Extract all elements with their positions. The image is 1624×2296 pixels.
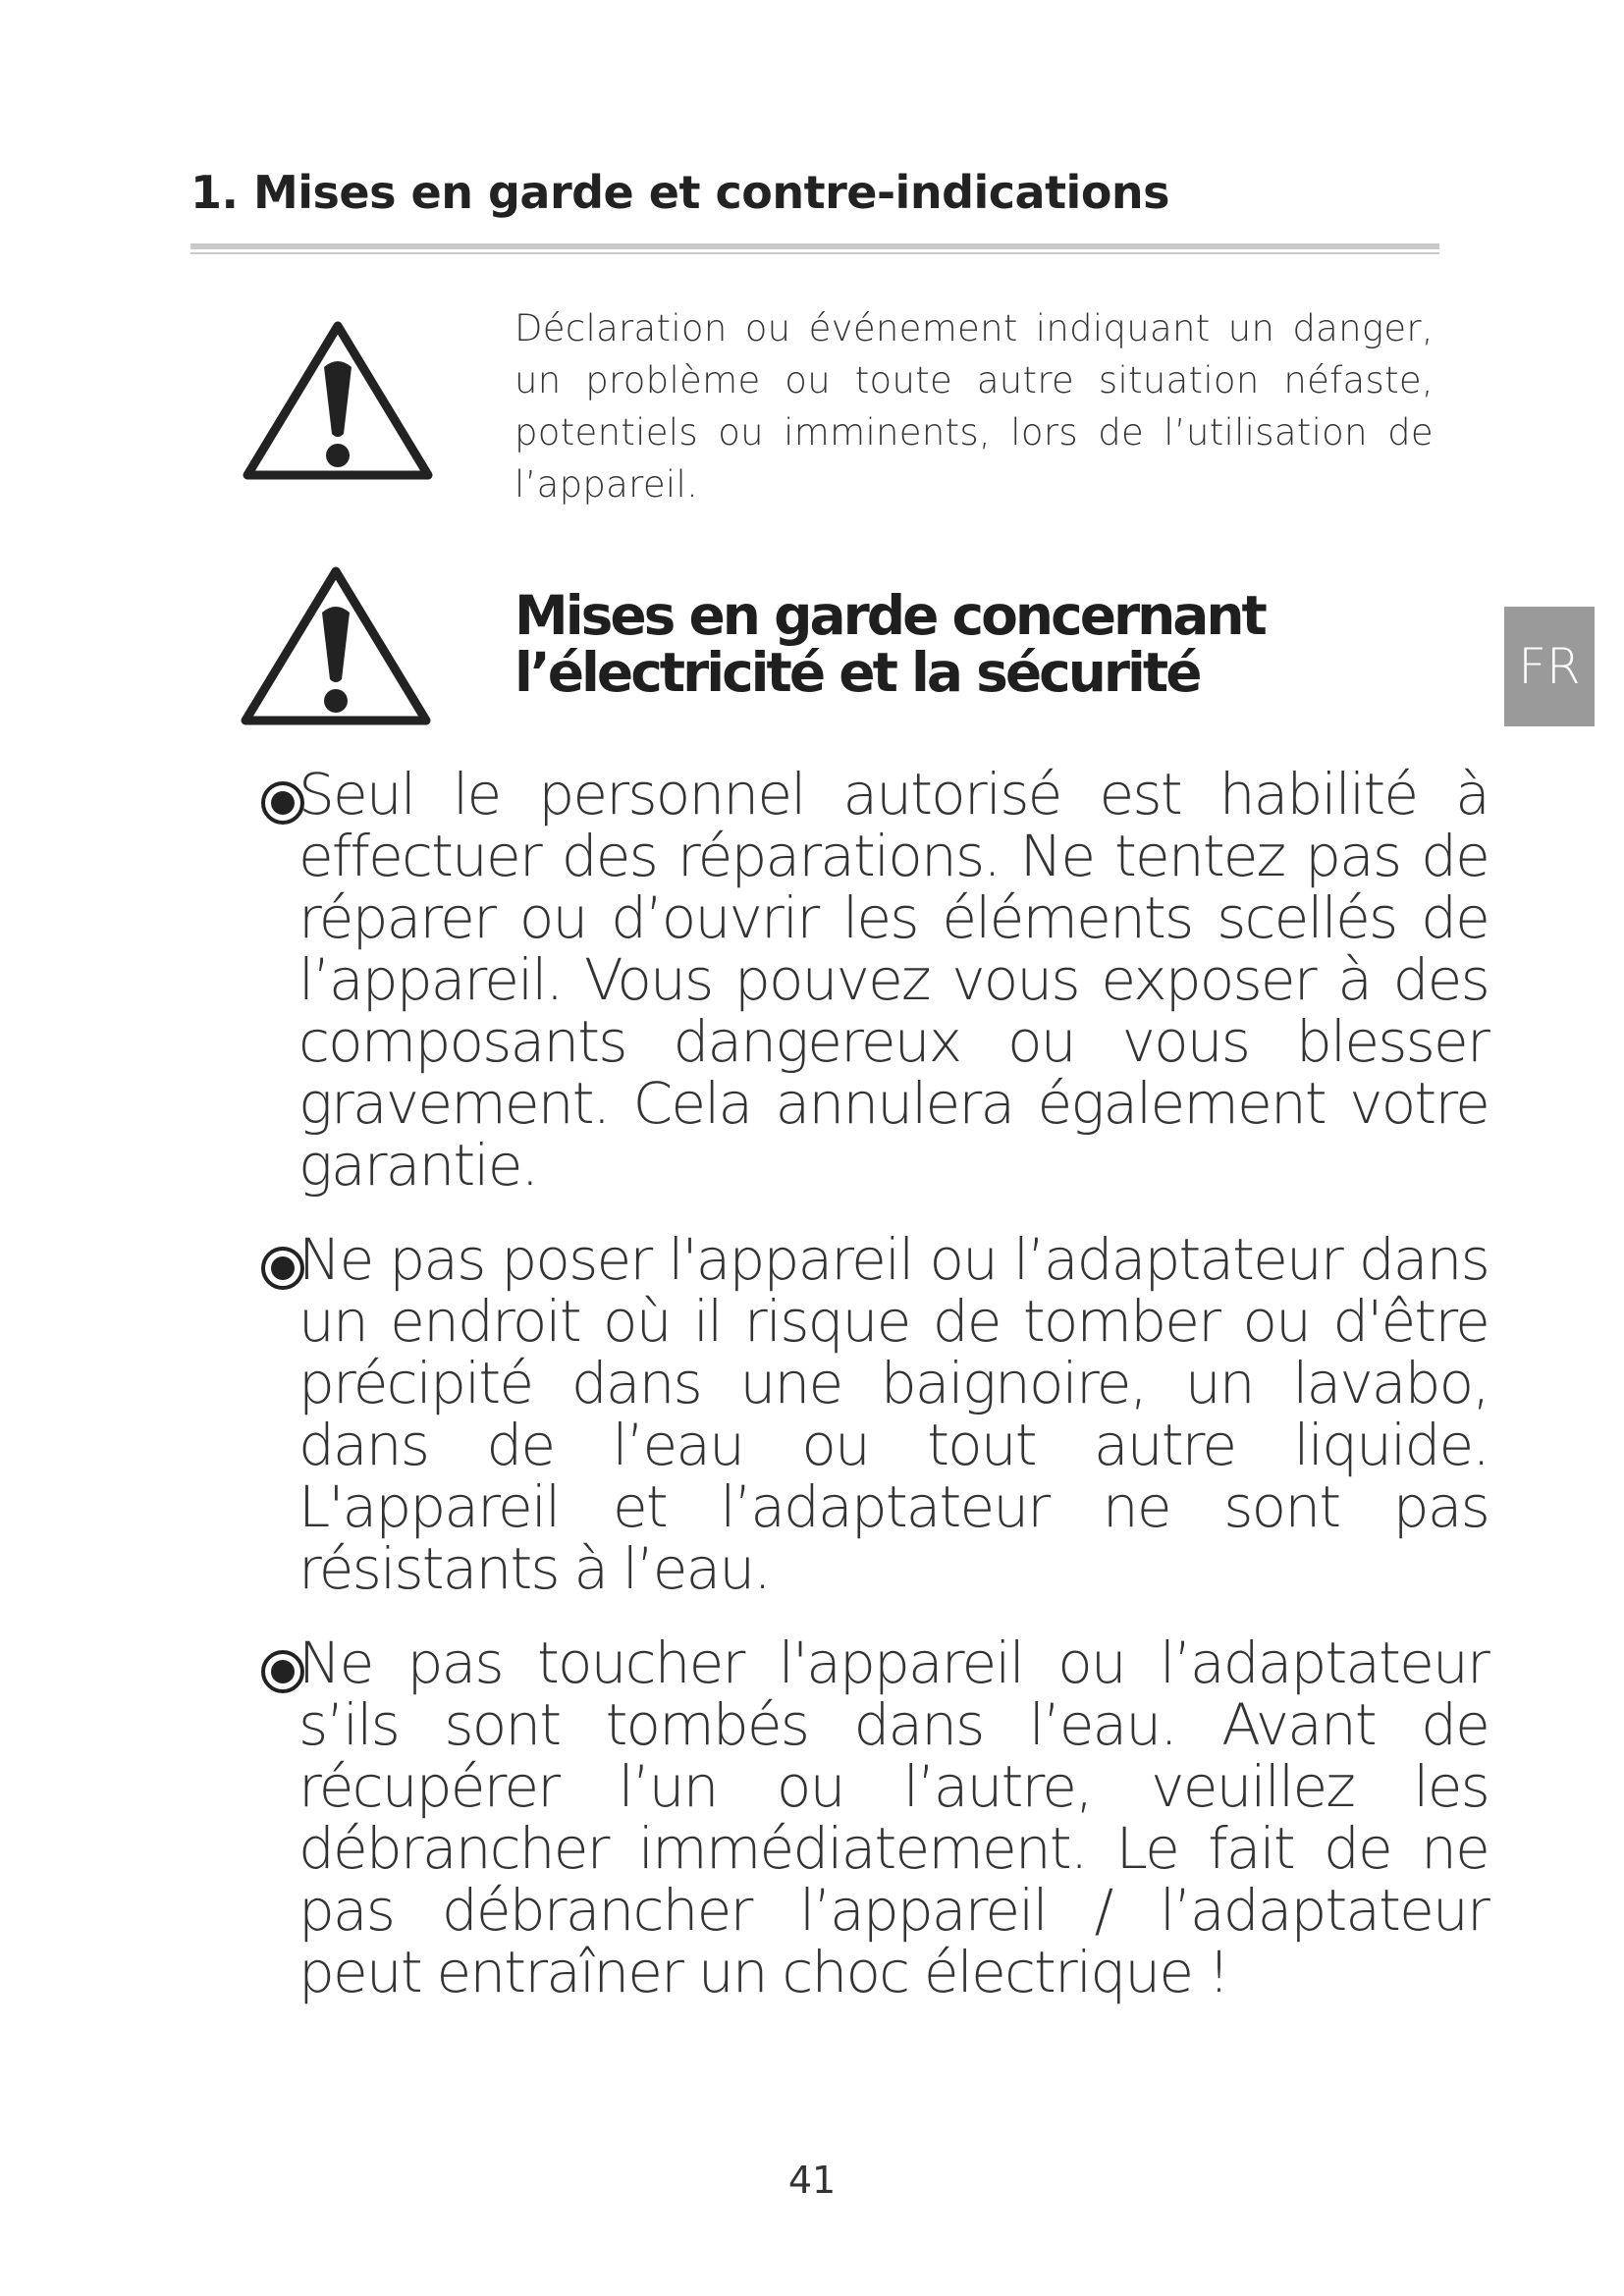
warning-symbol-definition: Déclaration ou événement indiquant un danger, un problème ou toute autre situation néfaste, potentiels ou imminents, lors de l’utilisation de l’appareil.	[514, 307, 1434, 506]
page-number: 41	[787, 2159, 837, 2202]
list-item	[259, 761, 1489, 1199]
warning-triangle-icon	[238, 561, 434, 733]
title-divider	[190, 243, 1439, 254]
subsection-title	[514, 584, 1398, 704]
target-bullet-icon	[259, 779, 306, 827]
warning-text: Ne pas toucher l'appareil ou l’adaptateur s’ils sont tombés dans l’eau. Avant de récupérer l’un ou l’autre, veuillez les débrancher immédiatement. Le fait de ne pas débrancher l’appareil / l’adaptateur peut entraîner un choc électrique !	[298, 1629, 1489, 2005]
language-tab: FR	[1504, 607, 1595, 726]
safety-warnings-list	[259, 761, 1489, 2005]
list-item	[259, 1629, 1489, 2005]
target-bullet-icon	[259, 1648, 306, 1695]
warning-triangle-icon	[240, 316, 436, 488]
section-title: 1. Mises en garde et contre-indications	[190, 166, 1170, 219]
target-bullet-icon	[259, 1245, 306, 1292]
warning-text: Ne pas poser l'appareil ou l’adaptateur dans un endroit où il risque de tomber ou d'être précipité dans une baignoire, un lavabo, dans de l’eau ou tout autre liquide. L'appareil et l’adaptateur ne sont pas résistants à l’eau.	[298, 1226, 1489, 1602]
subsection-title-line-2: l’électricité et la sécurité	[514, 641, 1200, 704]
list-item	[259, 1226, 1489, 1602]
subsection-title-line-1: Mises en garde concernant	[514, 584, 1265, 647]
warning-text: Seul le personnel autorisé est habilité à effectuer des réparations. Ne tentez pas de réparer ou d’ouvrir les éléments scellés de l’appareil. Vous pouvez vous exposer à des composants dangereux ou vous blesser gravement. Cela annulera également votre garantie.	[298, 761, 1489, 1199]
